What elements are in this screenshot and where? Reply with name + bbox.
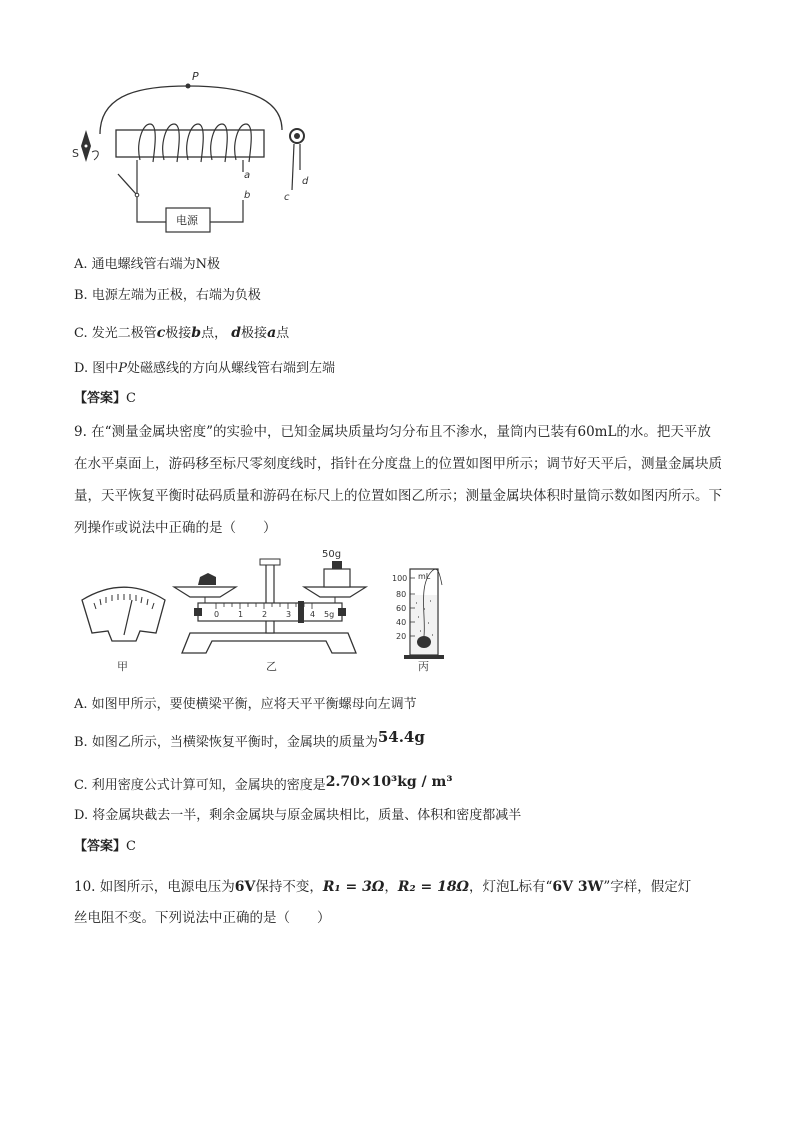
q8-c-var-a: a <box>267 325 277 341</box>
switch-contact <box>135 193 139 197</box>
q10-text2: 保持不变， <box>255 879 323 895</box>
left-nut <box>194 608 202 616</box>
q8-option-c <box>74 324 289 343</box>
solenoid-core <box>116 130 264 157</box>
q8-c-text5: 点 <box>276 326 290 341</box>
q8-c-text1: C. 发光二极管 <box>74 326 157 341</box>
q8-d-text2: 处磁感线的方向从螺线管右端到左端 <box>126 361 335 376</box>
weight-label: 50g <box>322 549 342 560</box>
q8-answer <box>74 390 136 408</box>
label-c: c <box>284 192 290 203</box>
cyl-tick-20: 20 <box>396 632 407 641</box>
q9-option-b <box>74 728 425 752</box>
q9-answer-label: 【答案】 <box>74 839 127 854</box>
wire-bottom-right <box>210 200 243 222</box>
label-jia: 甲 <box>117 660 128 673</box>
q8-d-var-p: P <box>118 361 127 376</box>
q8-c-text3: 点， <box>201 326 228 341</box>
balance-figure <box>70 545 450 680</box>
label-yi: 乙 <box>266 660 277 673</box>
q8-option-a: A. 通电螺线管右端为N极 <box>74 257 221 272</box>
q10-line1 <box>74 878 691 896</box>
led-core <box>294 133 300 139</box>
balance-pillar-top <box>260 559 280 565</box>
scale-tick-1: 1 <box>238 610 244 619</box>
cyl-tick-60: 60 <box>396 604 407 613</box>
cyl-tick-80: 80 <box>396 590 407 599</box>
scale-tick-2: 2 <box>262 610 268 619</box>
q10-line2: 丝电阻不变。下列说法中正确的是（ ） <box>74 910 331 926</box>
q9-b-text: B. 如图乙所示，当横梁恢复平衡时，金属块的质量为 <box>74 735 378 750</box>
weight-50g <box>324 569 350 587</box>
q9-answer-value: C <box>126 839 136 854</box>
led-lead-c <box>292 144 294 190</box>
q10-text4: ，灯泡L标有“ <box>469 879 553 895</box>
compass-pivot <box>85 145 88 148</box>
label-P: P <box>192 70 199 83</box>
q8-option-d <box>74 360 335 378</box>
q8-c-text2: 极接 <box>165 326 192 341</box>
power-label: 电源 <box>176 214 198 227</box>
label-b: b <box>244 190 251 201</box>
q8-c-text4: 极接 <box>241 326 268 341</box>
scale-tick-4: 4 <box>310 610 316 619</box>
q9-c-value: 2.70×10³kg / m³ <box>325 774 453 790</box>
q9-stem: 9. 在“测量金属块密度”的实验中，已知金属块质量均匀分布且不渗水，量筒内已装有60mL的水。把天平放在水平桌面上，游码移至标尺零刻度线时，指针在分度盘上的位置如图甲所示；调节好天平后，测量金属块质量，天平恢复平衡时砝码质量和游码在标尺上的位置如图乙所示；测量金属块体积时量筒示数如图丙所示。下列操作或说法中正确的是（ ） <box>74 424 722 536</box>
submerged-block <box>417 636 431 648</box>
right-pan <box>304 587 366 597</box>
rider <box>298 601 304 623</box>
solenoid-figure <box>60 62 330 247</box>
label-d: d <box>302 176 309 187</box>
scale-tick-0: 0 <box>214 610 220 619</box>
cyl-tick-40: 40 <box>396 618 407 627</box>
q9-b-value: 54.4g <box>377 728 425 746</box>
cyl-unit: mL <box>418 572 431 581</box>
q8-d-text1: D. 图中 <box>74 361 119 376</box>
right-nut <box>338 608 346 616</box>
q10-lamp-rating: 6V 3W <box>552 879 604 895</box>
switch-lever <box>118 174 136 194</box>
q9-answer <box>74 838 136 856</box>
q10-text5: ”字样，假定灯 <box>603 879 692 895</box>
q8-answer-value: C <box>126 391 136 406</box>
weight-knob <box>332 561 342 569</box>
q10-r2: R₂ = 18Ω <box>397 879 470 895</box>
balance-pillar <box>266 561 274 633</box>
scale-tick-3: 3 <box>286 610 292 619</box>
q9-option-c <box>74 776 453 795</box>
q9-option-a: A. 如图甲所示，要使横梁平衡，应将天平平衡螺母向左调节 <box>74 697 417 712</box>
label-S: S <box>72 147 79 160</box>
balance-base <box>182 633 356 653</box>
q9-option-d: D. 将金属块截去一半，剩余金属块与原金属块相比，质量、体积和密度都减半 <box>74 808 522 823</box>
q8-answer-label: 【答案】 <box>74 391 127 406</box>
q10-r1: R₁ = 3Ω <box>322 879 385 895</box>
left-pan <box>174 587 236 597</box>
field-line <box>100 86 282 134</box>
scale-unit: 5g <box>324 610 335 619</box>
q10-text1: 10. 如图所示，电源电压为 <box>74 879 235 895</box>
cylinder-base <box>404 655 444 659</box>
label-bing: 丙 <box>418 660 429 673</box>
wire-bottom-left <box>137 197 166 222</box>
q10-text3: ， <box>384 879 398 895</box>
compass-arrow <box>92 151 98 160</box>
q8-c-var-c: c <box>156 325 166 341</box>
q8-c-var-b: b <box>191 325 202 341</box>
q8-c-var-d: d <box>231 325 242 341</box>
q8-option-b: B. 电源左端为正极，右端为负极 <box>74 288 261 303</box>
label-a: a <box>244 170 251 181</box>
metal-block <box>198 573 216 585</box>
q10-voltage: 6V <box>234 879 256 895</box>
q9-c-text: C. 利用密度公式计算可知，金属块的密度是 <box>74 778 326 793</box>
cyl-tick-100: 100 <box>392 574 408 583</box>
beam <box>198 603 342 621</box>
